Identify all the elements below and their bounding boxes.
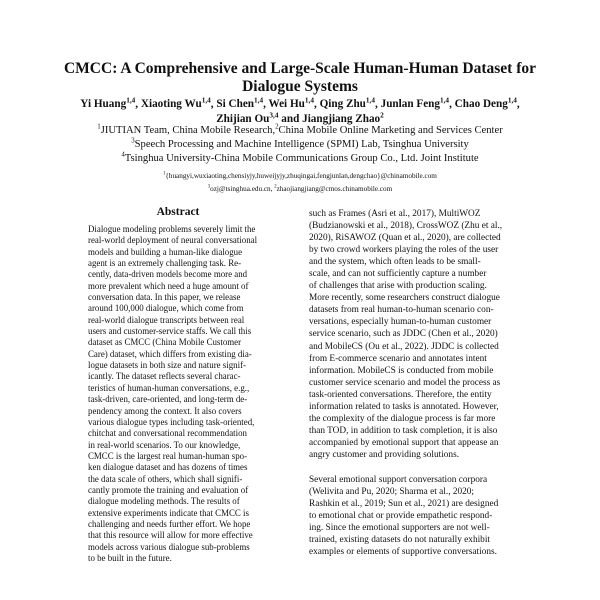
body-text-line: (Welivita and Pu, 2020; Sharma et al., 2020; [309, 487, 475, 498]
author-line-1 [40, 97, 560, 112]
abstract-line: agent is an extremely challenging task. Re- [88, 258, 242, 269]
abstract-line: Dialogue modeling problems severely limit the [88, 224, 256, 234]
abstract-line: logue datasets in both size and nature signif- [88, 360, 246, 371]
body-text-line: than TOD, in addition to task completion, it is also [309, 425, 498, 436]
affil-text: China Mobile Online Marketing and Services Center [278, 125, 503, 136]
body-text-line: trained, existing datasets do not naturally exhibit [309, 535, 490, 546]
paper-title [40, 60, 560, 96]
body-text-line: Rashkin et al., 2019; Sun et al., 2021) are designed [309, 499, 499, 510]
body-text-line: 2020), RiSAWOZ (Quan et al., 2020), are collected [309, 233, 501, 244]
author-separator: and [278, 113, 303, 125]
body-text-line: from E-commerce scenario and annotates intent [309, 353, 487, 364]
author-separator: , [516, 98, 520, 110]
affil-mark: 3 [131, 137, 135, 145]
affiliation-line-1 [40, 124, 560, 138]
body-text-line: service scenario, such as JDDC (Chen et al., 2020) [309, 329, 498, 340]
abstract-line: users and customer-service staffs. We call this [88, 326, 252, 337]
abstract-line: challenging and needs further effort. We hope [88, 518, 251, 529]
abstract-line: dataset as CMCC (China Mobile Customer [88, 337, 242, 348]
title-line: Dialogue Systems [242, 78, 358, 95]
body-paragraph-2 [309, 474, 531, 558]
abstract-line: extensive experiments indicate that CMCC is [88, 507, 249, 518]
email-line-1 [40, 170, 560, 183]
abstract-line: more prevalent which need a huge amount of [88, 280, 249, 291]
body-column-right [309, 208, 531, 558]
affil-mark: 2 [275, 123, 279, 131]
author-name: Zhijian Ou [216, 113, 270, 125]
body-text-line: information. MobileCS is conducted from mobile [309, 365, 494, 376]
author-name: Si Chen [216, 98, 255, 110]
affiliation-line-3 [40, 152, 560, 166]
affil-text: JIUTIAN Team, China Mobile Research, [100, 125, 276, 136]
affiliations [40, 124, 560, 166]
abstract-line: chitchat and conversational recommendation [88, 428, 247, 439]
abstract-heading: Abstract [156, 206, 200, 218]
abstract-line: task-driven, care-oriented, and long-term de- [88, 394, 248, 405]
abstract-line: dialogue modeling methods. The results of [88, 496, 240, 507]
affiliation-line-2 [40, 138, 560, 152]
email-mark: 1 [163, 171, 166, 177]
body-text-line: of challenges that arise with production scaling. [309, 281, 487, 292]
author-name: Yi Huang [80, 98, 127, 110]
author-affil-mark: 1,4 [439, 96, 450, 105]
email-text: zhaojiangjiang@cmos.chinamobile.com [276, 185, 393, 193]
body-text-line: examples or elements of supportive conversations. [309, 547, 497, 558]
body-text-line: information related to tasks is annotated. However, [309, 401, 499, 412]
abstract-line: cently, data-driven models become more and [88, 269, 248, 280]
abstract-line: in real-world scenarios. To our knowledge, [88, 439, 241, 450]
author-separator: , [135, 98, 141, 110]
author-name: Jiangjiang Zhao [302, 113, 381, 125]
author-name: Wei Hu [268, 98, 305, 110]
author-affil-mark: 1,4 [304, 96, 314, 105]
email-text: {huangyi,wuxiaoting,chensiyjy,huweijyjy,zhuqingai,fengjunlan,dengchao}@chinamobile.com [165, 172, 437, 180]
affil-mark: 1 [97, 123, 101, 131]
author-name: Junlan Feng [380, 98, 440, 110]
author-affil-mark: 1,4 [365, 96, 376, 105]
body-text-line: datasets from real human-to-human scenario con- [309, 305, 494, 316]
abstract-line: around 100,000 dialogue, which come from [88, 303, 244, 314]
body-text-line: such as Frames (Asri et al., 2017), MultiWOZ [309, 209, 481, 219]
title-line: CMCC: A Comprehensive and Large-Scale Human-Human Dataset for [63, 60, 536, 77]
paragraph-gap [309, 461, 531, 474]
author-affil-mark: 1,4 [126, 96, 136, 105]
author-affil-mark: 1,4 [507, 96, 517, 105]
author-name: Xiaoting Wu [140, 98, 202, 110]
email-mark: 2 [274, 184, 277, 190]
author-name: Qing Zhu [319, 98, 366, 110]
body-text-line: scale, and can not sufficiently capture a number [309, 269, 487, 280]
body-text-line: and MobileCS (Ou et al., 2022). JDDC is collected [309, 341, 499, 352]
abstract-line: icantly. The dataset reflects several charac- [88, 371, 241, 382]
body-paragraph-1 [309, 208, 531, 461]
email-text: ozj@tsinghua.edu.cn, [210, 185, 275, 193]
abstract-line: real-world deployment of neural conversational [88, 235, 258, 246]
email-mark: 3 [207, 184, 211, 190]
author-separator: , [210, 98, 217, 110]
body-text-line: More recently, some researchers construct dialogue [309, 293, 500, 304]
abstract-line: the data scale of others, which shall signifi- [88, 473, 243, 484]
abstract-line: Care) dataset, which differs from existing dia- [88, 348, 252, 359]
body-text-line: and the system, which often leads to be small- [309, 257, 481, 268]
body-text-line: accompanied by emotional support that appease an [309, 437, 499, 448]
body-text-line: ing. Since the emotional supporters are not well- [309, 523, 490, 534]
abstract-line: to be built in the future. [88, 552, 172, 563]
abstract-line: cantly promote the training and evaluation of [88, 484, 249, 495]
affil-text: Speech Processing and Machine Intelligence (SPMI) Lab, Tsinghua University [134, 139, 469, 150]
author-name: Chao Deng [454, 98, 508, 110]
author-separator: , [313, 98, 320, 110]
body-text-line: versations, especially human-to-human customer [309, 317, 492, 328]
abstract-line: models and building a human-like dialogue [88, 246, 243, 257]
author-affil-mark: 1,4 [254, 96, 264, 105]
body-text-line: to emotional chat or provide empathetic respond- [309, 511, 493, 522]
abstract-line: CMCC is the largest real human-human spo- [88, 450, 248, 461]
abstract-line: conversation data. In this paper, we release [88, 292, 241, 303]
author-list [40, 97, 560, 127]
affil-mark: 4 [121, 151, 125, 159]
abstract-line: teristics of human-human conversations, e.g., [88, 382, 250, 393]
abstract-line: real-world dialogue transcripts between real [88, 314, 245, 325]
abstract-line: various dialogue types including task-oriented, [88, 416, 255, 427]
email-line-2 [40, 183, 560, 196]
abstract-line: ken dialogue dataset and has dozens of times [88, 462, 248, 473]
author-affil-mark: 1,4 [201, 96, 211, 105]
body-text-line: customer service scenario and model the process as [309, 377, 501, 388]
abstract-body [88, 224, 274, 564]
body-text-line: the complexity of the dialogue process is far more [309, 413, 496, 424]
author-separator: , [263, 98, 269, 110]
body-text-line: (Budzianowski et al., 2018), CrossWOZ (Zhu et al., [309, 221, 503, 232]
author-affil-mark: 3,4 [269, 111, 279, 120]
author-emails [40, 170, 560, 196]
body-text-line: by two crowd workers playing the roles of the user [309, 245, 499, 256]
body-text-line: angry customer and providing solutions. [309, 449, 460, 460]
abstract-line: models across various dialogue sub-problems [88, 541, 250, 552]
author-separator: , [449, 98, 455, 110]
author-separator: , [375, 98, 381, 110]
abstract-line: that this resource will allow for more effective [88, 530, 253, 541]
affil-text: Tsinghua University-China Mobile Communications Group Co., Ltd. Joint Institute [124, 153, 479, 164]
body-text-line: task-oriented conversations. Therefore, the entity [309, 389, 492, 400]
author-affil-mark: 2 [380, 111, 384, 120]
abstract-line: pendency among the context. It also covers [88, 405, 242, 416]
body-text-line: Several emotional support conversation corpora [309, 474, 488, 485]
